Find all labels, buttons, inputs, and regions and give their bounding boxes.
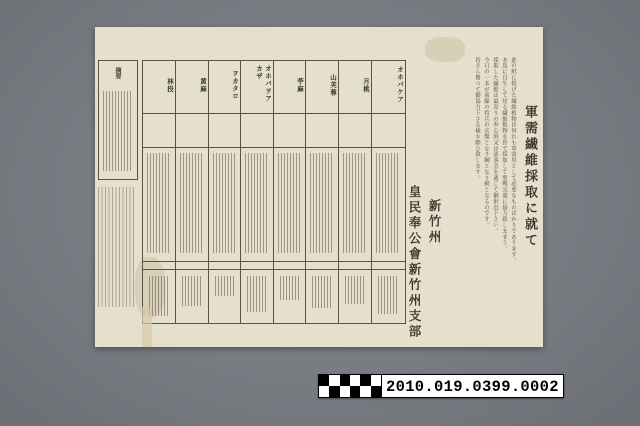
column-text-block (247, 276, 267, 312)
column-text-block (378, 276, 398, 314)
accession-number: 2010.019.0399.0002 (382, 374, 564, 398)
signature-organization: 皇民奉公會新竹州支部 (407, 185, 422, 340)
table-column (176, 61, 209, 323)
column-text-block (280, 276, 300, 300)
plant-name: ヲカタロ (231, 70, 239, 100)
poster-sheet (95, 27, 543, 347)
notice-body-line: 採取した繊維は最寄りの奉公班又は部落会を通じて御供出下さい。 (492, 57, 498, 234)
notice-body-line: 皆さん奮つて御協力下さる様お願ひ致します。 (474, 57, 480, 181)
plant-name: 黄麻 (199, 77, 207, 93)
catalogue-label (318, 374, 564, 398)
column-text-block (343, 153, 367, 253)
tape-mark (142, 307, 152, 347)
table-column (143, 61, 176, 323)
column-text-block (182, 276, 202, 306)
signature-region: 新竹州 (427, 199, 442, 246)
legend-heading: 摘要 (114, 67, 121, 79)
notice-body-line: 此の紙に掲げた繊維植物は何れも軍需用として必要なものばかりであります。 (510, 57, 516, 264)
color-checker (318, 374, 382, 398)
plant-name: オホバヲアカザ (255, 65, 272, 103)
table-column (274, 61, 306, 323)
notice-body-line: 今日の一本が前線の将兵の衣類となり綱となり網となるのです。 (483, 57, 489, 229)
plant-name: 月桃 (362, 77, 370, 93)
column-text-block (215, 276, 235, 296)
column-text-block (149, 276, 169, 316)
column-text-block (345, 276, 365, 304)
column-text-block (376, 153, 400, 253)
table-column (209, 61, 241, 323)
table-column (339, 61, 372, 323)
plant-name: 林投 (166, 77, 174, 93)
plant-name: 苧麻 (296, 77, 304, 93)
notes-text-block (98, 187, 136, 307)
notice-title: 軍需繊維採取に就て (522, 105, 537, 249)
column-text-block (245, 153, 269, 253)
legend-text-block (103, 91, 133, 171)
fiber-plant-table (142, 60, 406, 324)
column-text-block (180, 153, 204, 253)
column-text-block (312, 276, 332, 308)
table-column (241, 61, 274, 323)
notice-body-line: 本島に自生して居る繊維植物を皆で採取して聖戦完遂に協力致しませう。 (501, 57, 507, 252)
column-text-block (213, 153, 237, 253)
column-text-block (278, 153, 302, 253)
table-column (372, 61, 405, 323)
column-text-block (147, 153, 171, 253)
plant-name: 山芙蓉 (329, 73, 337, 97)
legend-box (98, 60, 138, 180)
column-text-block (310, 153, 334, 253)
paper-stain (425, 37, 465, 62)
table-column (306, 61, 339, 323)
plant-name: オホバケア (396, 66, 404, 104)
